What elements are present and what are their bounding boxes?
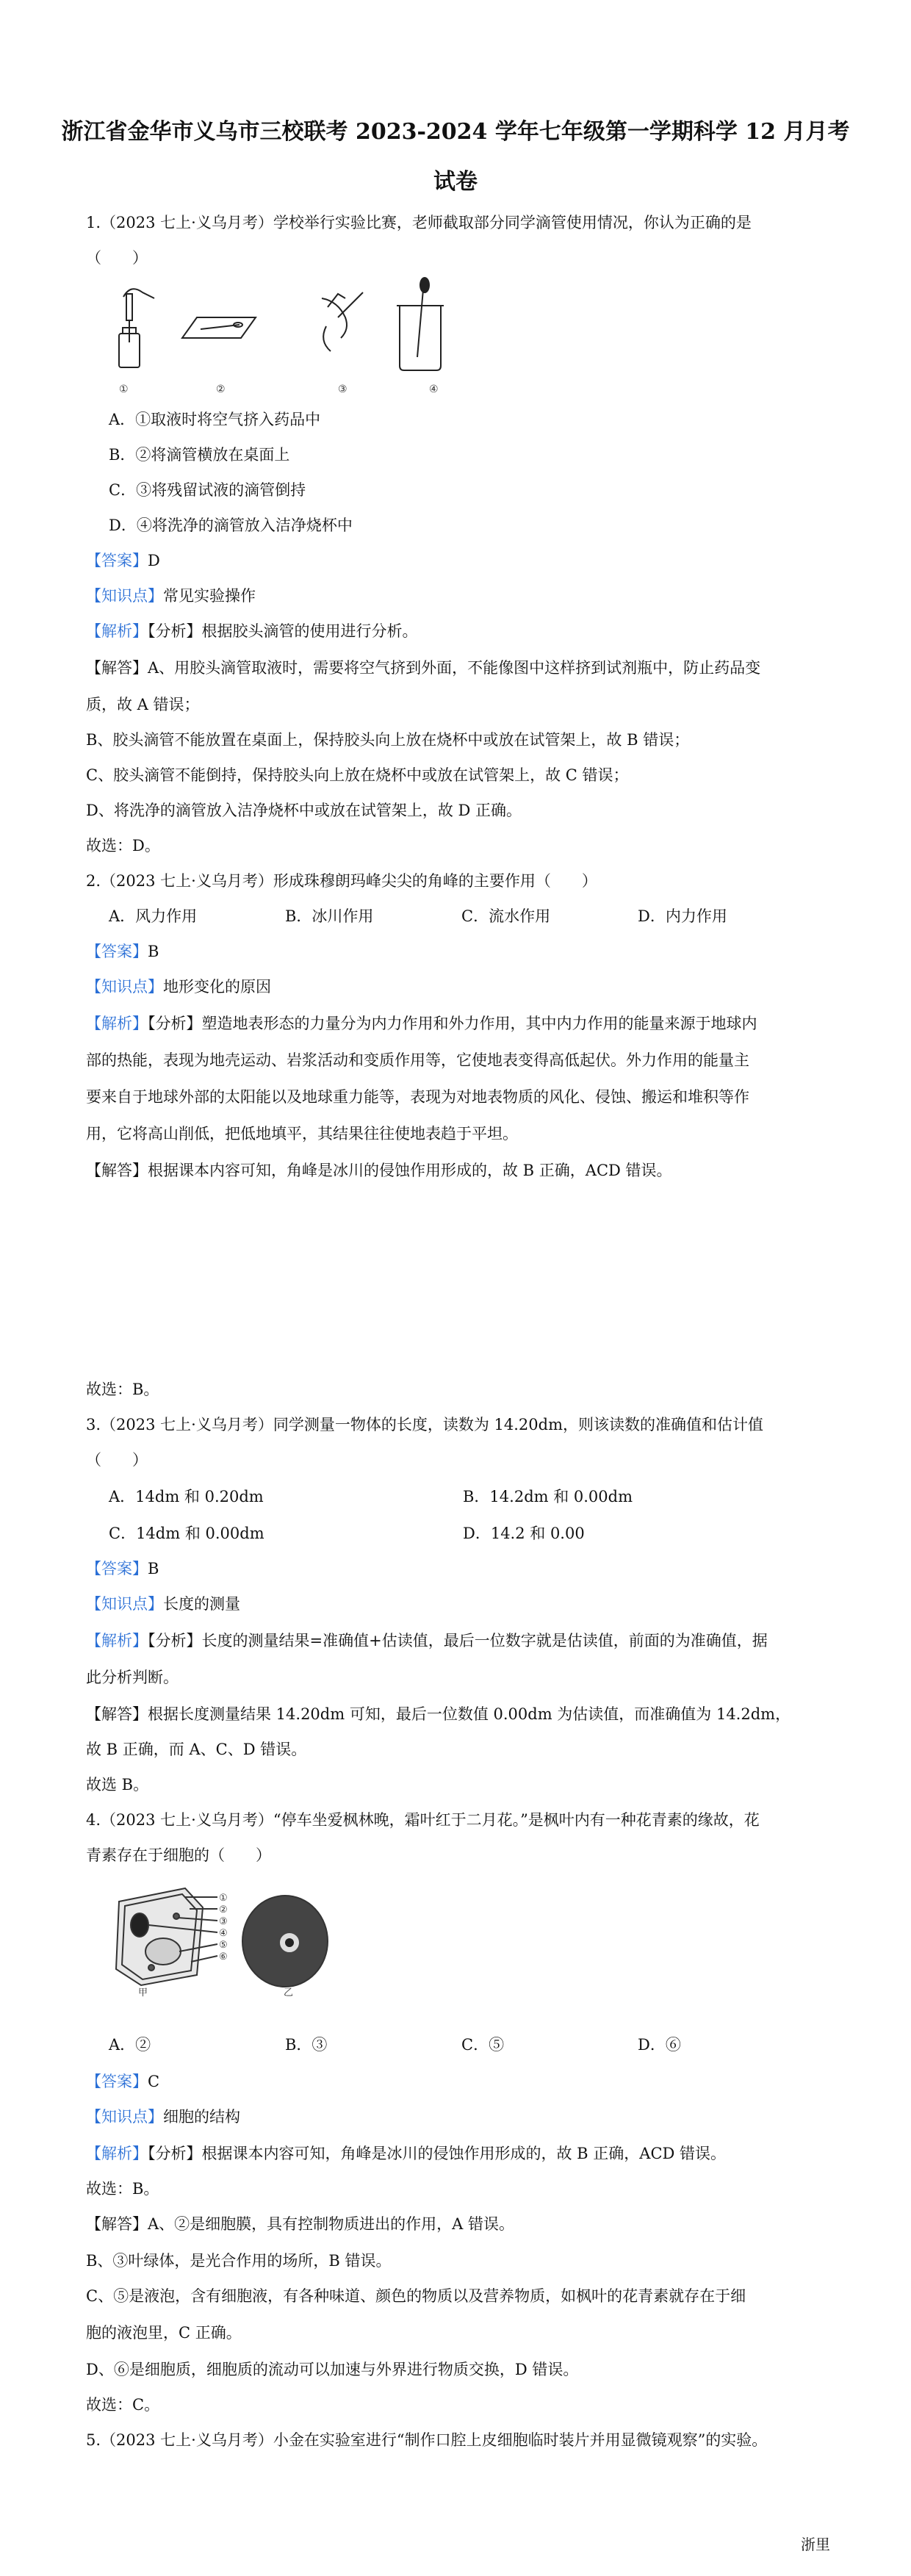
q3-answer [86, 1558, 828, 1580]
document-title-line1: 浙江省金华市义乌市三校联考 2023-2024 学年七年级第一学期科学 12 月月考 [61, 119, 850, 145]
q2-answer-tag: 【答案】 [86, 943, 148, 960]
q2-analysis-tag: 【解析】 [86, 1015, 148, 1032]
q4-option-c: C．⑤ [461, 2036, 505, 2054]
q1-solution-line: 质，故 A 错误； [86, 696, 200, 713]
q3-kp-tag: 【知识点】 [86, 1595, 163, 1613]
q4-option-a: A．② [109, 2036, 151, 2054]
q3-stem: 3.（2023 七上·义乌月考）同学测量一物体的长度，读数为 14.20dm，则该读数的准确值和估计值 [86, 1416, 763, 1433]
q3-analysis-line: 此分析判断。 [86, 1669, 179, 1686]
q1-fig-label-4: ④ [429, 384, 439, 395]
q1-answer-value: D [148, 552, 160, 569]
q3-knowledge-point [86, 1593, 828, 1615]
q2-option-a: A．风力作用 [109, 907, 198, 925]
q4-fig-caption-jia: 甲 [138, 1987, 148, 1998]
q4-analysis [86, 2143, 828, 2165]
q1-kp-value: 常见实验操作 [163, 587, 256, 605]
q4-solution-line: B、③叶绿体，是光合作用的场所，B 错误。 [86, 2252, 392, 2270]
q4-solution-line: 故选：B。 [86, 2180, 159, 2198]
q2-analysis-line: 用，它将高山削低，把低地填平，其结果往往使地表趋于平坦。 [86, 1125, 518, 1143]
q4-analysis-text: 【分析】根据课本内容可知，角峰是冰川的侵蚀作用形成的，故 B 正确，ACD 错误。 [148, 2145, 727, 2162]
q1-analysis [86, 620, 828, 642]
document-title-line2: 试卷 [433, 169, 478, 195]
q1-stem-bracket: （ ） [86, 249, 148, 267]
q1-fig-label-3: ③ [338, 384, 348, 395]
q1-option-d: D．④将洗净的滴管放入洁净烧杯中 [109, 517, 353, 534]
q3-solution-line: 故 B 正确，而 A、C、D 错误。 [86, 1741, 307, 1758]
q3-analysis-text: 【分析】长度的测量结果=准确值+估读值，最后一位数字就是估读值，前面的为准确值，据 [148, 1632, 768, 1649]
q4-fig-caption-yi: 乙 [284, 1987, 294, 1998]
q1-solution-line: D、将洗净的滴管放入洁净烧杯中或放在试管架上，故 D 正确。 [86, 802, 522, 819]
q2-analysis [86, 1012, 828, 1035]
q4-stem: 4.（2023 七上·义乌月考）“停车坐爱枫林晚，霜叶红于二月花。”是枫叶内有一种花青素的缘故，花 [86, 1811, 760, 1829]
q2-knowledge-point [86, 976, 828, 998]
q4-solution-line: 胞的液泡里，C 正确。 [86, 2324, 242, 2342]
q1-dropper-figure [109, 275, 454, 397]
q2-option-c: C．流水作用 [461, 907, 551, 925]
page-footer: 浙里 [801, 2536, 830, 2553]
q2-option-d: D．内力作用 [638, 907, 727, 925]
q1-knowledge-point [86, 585, 828, 607]
q4-fig-label-2: ② [219, 1904, 228, 1915]
q2-answer [86, 940, 828, 963]
q2-option-b: B．冰川作用 [285, 907, 374, 925]
q3-option-b: B．14.2dm 和 0.00dm [463, 1488, 633, 1505]
q3-option-a: A．14dm 和 0.20dm [109, 1488, 264, 1505]
q1-solution-line: C、胶头滴管不能倒持，保持胶头向上放在烧杯中或放在试管架上，故 C 错误； [86, 766, 629, 784]
q3-stem-bracket: （ ） [86, 1451, 148, 1469]
q4-option-b: B．③ [285, 2036, 328, 2054]
q2-kp-tag: 【知识点】 [86, 978, 163, 996]
q3-option-d: D．14.2 和 0.00 [463, 1525, 585, 1542]
q3-answer-tag: 【答案】 [86, 1560, 148, 1577]
q3-option-c: C．14dm 和 0.00dm [109, 1525, 264, 1542]
q2-kp-value: 地形变化的原因 [163, 978, 271, 996]
q1-fig-label-2: ② [216, 384, 226, 395]
q1-analysis-tag: 【解析】 [86, 622, 148, 640]
q1-answer-tag: 【答案】 [86, 552, 148, 569]
q1-option-c: C．③将残留试液的滴管倒持 [109, 481, 306, 499]
q4-fig-label-6: ⑥ [219, 1951, 228, 1962]
q1-solution-line: B、胶头滴管不能放置在桌面上，保持胶头向上放在烧杯中或放在试管架上，故 B 错误； [86, 731, 690, 749]
q2-analysis-line: 要来自于地球外部的太阳能以及地球重力能等，表现为对地表物质的风化、侵蚀、搬运和堆积等作 [86, 1088, 749, 1106]
q1-stem: 1.（2023 七上·义乌月考）学校举行实验比赛，老师截取部分同学滴管使用情况，你认为正确的是 [86, 214, 752, 231]
q3-kp-value: 长度的测量 [163, 1595, 240, 1613]
q4-answer-value: C [148, 2073, 160, 2090]
q4-option-d: D．⑥ [638, 2036, 681, 2054]
q4-analysis-tag: 【解析】 [86, 2145, 148, 2162]
q3-solution-line: 故选 B。 [86, 1776, 149, 1794]
q1-option-a: A．①取液时将空气挤入药品中 [109, 411, 321, 428]
q3-analysis [86, 1630, 828, 1652]
q2-solution: 【解答】根据课本内容可知，角峰是冰川的侵蚀作用形成的，故 B 正确，ACD 错误。 [86, 1162, 672, 1179]
q4-fig-label-4: ④ [219, 1928, 228, 1939]
q4-fig-label-3: ③ [219, 1916, 228, 1927]
q2-answer-value: B [148, 943, 159, 960]
q2-conclusion: 故选：B。 [86, 1381, 159, 1398]
q1-kp-tag: 【知识点】 [86, 587, 163, 605]
q4-answer-tag: 【答案】 [86, 2073, 148, 2090]
q4-kp-tag: 【知识点】 [86, 2108, 163, 2126]
q1-option-b: B．②将滴管横放在桌面上 [109, 446, 290, 464]
q4-kp-value: 细胞的结构 [163, 2108, 240, 2126]
q3-solution-line: 【解答】根据长度测量结果 14.20dm 可知，最后一位数值 0.00dm 为估读值，而准确值为 14.2dm， [86, 1705, 791, 1723]
q1-analysis-text: 【分析】根据胶头滴管的使用进行分析。 [148, 622, 418, 640]
q4-solution-line: C、⑤是液泡，含有细胞液，有各种味道、颜色的物质以及营养物质，如枫叶的花青素就存在于细 [86, 2287, 746, 2305]
q4-knowledge-point [86, 2106, 828, 2128]
q2-analysis-line: 部的热能，表现为地壳运动、岩浆活动和变质作用等，它使地表变得高低起伏。外力作用的能量主 [86, 1051, 749, 1069]
q4-cell-figure [109, 1881, 336, 1998]
q2-stem: 2.（2023 七上·义乌月考）形成珠穆朗玛峰尖尖的角峰的主要作用（ ） [86, 872, 597, 890]
q1-solution-line: 【解答】A、用胶头滴管取液时，需要将空气挤到外面，不能像图中这样挤到试剂瓶中，防止药品变 [86, 659, 761, 677]
q4-answer [86, 2070, 828, 2093]
q4-solution-line: 故选：C。 [86, 2396, 160, 2414]
q4-stem-line2: 青素存在于细胞的（ ） [86, 1846, 271, 1864]
q1-fig-label-1: ① [119, 384, 129, 395]
q4-solution-line: 【解答】A、②是细胞膜，具有控制物质进出的作用，A 错误。 [86, 2215, 515, 2233]
q4-solution-line: D、⑥是细胞质，细胞质的流动可以加速与外界进行物质交换，D 错误。 [86, 2361, 579, 2378]
q4-fig-label-5: ⑤ [219, 1940, 228, 1951]
q3-answer-value: B [148, 1560, 159, 1577]
q1-solution-line: 故选：D。 [86, 837, 160, 855]
q2-analysis-text: 【分析】塑造地表形态的力量分为内力作用和外力作用，其中内力作用的能量来源于地球内 [148, 1015, 757, 1032]
q1-answer [86, 550, 828, 572]
q3-analysis-tag: 【解析】 [86, 1632, 148, 1649]
q5-stem: 5.（2023 七上·义乌月考）小金在实验室进行“制作口腔上皮细胞临时装片并用显微镜观察”的实验。 [86, 2431, 768, 2449]
q4-fig-label-1: ① [219, 1893, 228, 1904]
